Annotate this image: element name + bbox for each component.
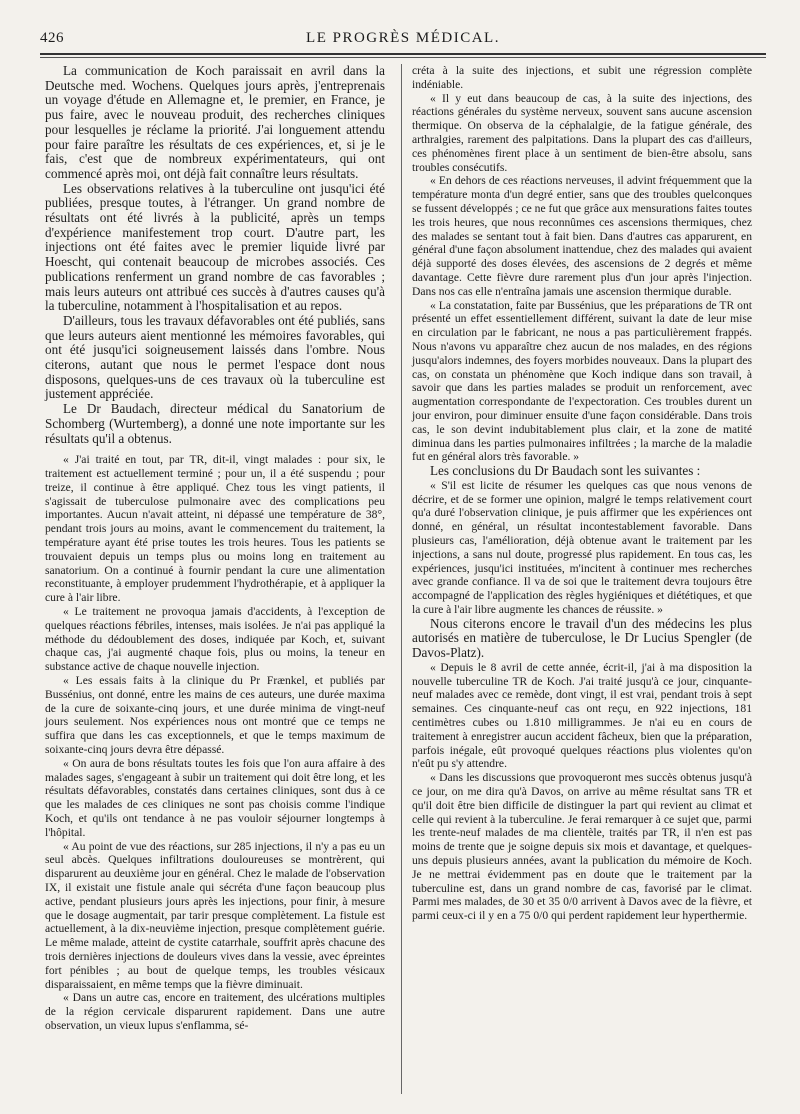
paragraph: créta à la suite des injections, et subit une régression complète indéniable. xyxy=(412,64,752,91)
paragraph: « S'il est licite de résumer les quelques cas que nous venons de décrire, et de se former une opinion, malgré le temps relativement court qu'a duré l'observation clinique, je puis affirmer que les expériences ont donné, en général, un résultat incontestablement favorable. Dans plusieurs cas, l'amélioration, déjà obtenue avant le traitement par les injections, a sans nul doute, progressé plus rapidement. En tous cas, les expériences, jusqu'ici instituées, m'incitent à continuer mes recherches avec grande confiance. Il va de soi que le traitement devra toujours être accompagné de l'application des règles hygiéniques et diététiques, et que la cure à l'air libre augmente les chances de réussite. » xyxy=(412,478,752,616)
paragraph: Le Dr Baudach, directeur médical du Sanatorium de Schomberg (Wurtemberg), a donné une note importante sur les résultats qu'il a obtenus. xyxy=(45,401,385,446)
paragraph: D'ailleurs, tous les travaux défavorables ont été publiés, sans que leurs auteurs aient mentionné les mémoires favorables, qui ont été jusqu'ici soigneusement laissés dans l'ombre. Nous citerons, autant que nous le permet l'espace dont nous disposons, quelques-uns de ces travaux où la tuberculine est justement appréciée. xyxy=(45,312,385,402)
page-number: 426 xyxy=(40,30,64,46)
paragraph: « Les essais faits à la clinique du Pr Frænkel, et publiés par Bussénius, ont donné, entre les mains de ces auteurs, une durée maxima de la cure de soixante-cinq jours, et une durée minima de vingt-neuf jours seulement. Nos expériences nous ont montré que ce temps ne suffira que dans les cas exceptionnels, et que le temps maximum de soixante-cinq jours devra être dépassé. xyxy=(45,674,385,757)
header-rule xyxy=(40,53,766,55)
paragraph: Nous citerons encore le travail d'un des médecins les plus autorisés en matière de tuberculose, le Dr Lucius Spengler (de Davos-Platz). xyxy=(412,615,752,661)
paragraph: Les observations relatives à la tuberculine ont jusqu'ici été publiées, presque toutes, à l'étranger. Un grand nombre de résultats ont été livrés à la publicité, après un temps d'expérience manifestement trop court. D'autre part, les injections ont été faites avec le premier liquide livré par Hoescht, qui contenait beaucoup de microbes associés. Ces publications renferment un grand nombre de cas favorables ; mais leurs auteurs ont attribué ces succès à d'autres causes qu'à la tuberculine, notamment à l'hospitalisation et au repos. xyxy=(45,180,385,314)
paragraph: « On aura de bons résultats toutes les fois que l'on aura affaire à des malades sages, s'engageant à subir un traitement qui doit être long, et les résultats défavorables, constatés dans certaines cliniques, sont dus à ce que les malades de ces cliniques ne sont pas choisis comme l'indique Koch, et qu'ils ont tendance à ne pas vouloir séjourner longtemps à l'hôpital. xyxy=(45,756,385,839)
paragraph: « Au point de vue des réactions, sur 285 injections, il n'y a pas eu un seul abcès. Quelques infiltrations douloureuses se montrèrent, qui disparurent au deuxième jour en général. Chez le malade de l'observation IX, il existait une fistule anale qui sécréta d'une façon beaucoup plus active, pendant plusieurs jours après les injections, pour finir, à mesure que le dosage augmentait, par tarir presque complètement. La fistule est actuellement, à la dix-neuvième injection, presque complètement guérie. Le même malade, atteint de cystite catarrhale, souffrit après chacune des trois dernières injections de douleurs vives dans la vessie, avec épreintes fort pénibles ; au bout de quelque temps, les troubles vésicaux disparaissaient, en même temps que la fièvre diminuait. xyxy=(45,839,385,991)
paragraph: « J'ai traité en tout, par TR, dit-il, vingt malades : pour six, le traitement est actuellement terminé ; pour un, il a été suspendu ; pour treize, il continue à être appliqué. Chez tous les vingt patients, il s'agissait de tuberculose pulmonaire avec des complications peu importantes. Aucun n'avait atteint, ni dépassé une température de 38°, pendant trois jours au moins, avant le commencement du traitement, la température ayant été prise toutes les trois heures. Tous les patients se trouvaient depuis un temps plus ou moins long en traitement au sanatorium. On a continué à fournir pendant la cure une alimentation reconstituante, à employer prudemment l'hydrothérapie, et à appliquer la cure à l'air libre. xyxy=(45,453,385,605)
header-rule-thin xyxy=(40,57,766,58)
paragraph: « En dehors de ces réactions nerveuses, il advint fréquemment que la température monta d'un degré entier, sans que des troubles quelconques se fussent développés ; ce ne fut que grâce aux mensurations faites toutes les trois heures, que nous reconnûmes ces ascensions thermiques, chez des malades se sentant tout à fait bien. Dans d'autres cas apparurent, en général d'une façon absolument inattendue, chez des malades qui avaient déjà supporté des doses élevées, des ascensions de 2 degrés et même davantage. Cette fièvre dure rarement plus d'un jour après l'injection. Dans nos cas elle n'entraîna jamais une ascension thermique durable. xyxy=(412,174,752,298)
page-header xyxy=(40,30,766,52)
paragraph: « Dans un autre cas, encore en traitement, des ulcérations multiples de la région cervicale disparurent rapidement. Dans une autre observation, un vieux lupus s'enflamma, sé- xyxy=(45,991,385,1032)
paragraph: « Le traitement ne provoqua jamais d'accidents, à l'exception de quelques réactions fébriles, intenses, mais isolées. Je n'ai pas appliqué la méthode du dédoublement des doses, indiquée par Koch, et, suivant chaque cas, j'ai augmenté chaque fois, plus ou moins, la teneur en substance active de chaque nouvelle injection. xyxy=(45,605,385,674)
paragraph: « La constatation, faite par Bussénius, que les préparations de TR ont présenté un effet essentiellement différent, suivant la date de leur mise en circulation par le fabricant, ne nous a pas particulièrement frappés. Nous n'avons vu apparaître chez aucun de nos malades, en des régions jusqu'alors indemnes, des foyers morbides nouveaux. Dans la plupart des cas, on constata un phénomène que Koch indique dans son travail, à savoir que dans les parties malades se produit un renforcement, avec augmentation correspondante de l'expectoration. Ces troubles durent un jour environ, pour diminuer ensuite d'une façon considérable. Dans trois cas, le son devint indubitablement plus clair, et la zone de matité diminua dans les parties pulmonaires infiltrées ; la marche de la maladie fut en général alors très favorable. » xyxy=(412,298,752,464)
column-divider xyxy=(401,64,402,1094)
paragraph: La communication de Koch paraissait en avril dans la Deutsche med. Wochens. Quelques jours après, j'entreprenais un voyage d'étude en Allemagne et, le premier, en France, je pus faire, avec le nouveau produit, des recherches cliniques pour lesquelles je réclame la priorité. J'ai longuement attendu pour faire paraître les résultats de ces expériences, et, si je le fais, c'est que de nombreux expérimentateurs, qui ont commencé après moi, ont déjà fait connaître leurs résultats. xyxy=(45,63,385,181)
journal-title: LE PROGRÈS MÉDICAL. xyxy=(306,30,500,46)
paragraph: Les conclusions du Dr Baudach sont les suivantes : xyxy=(430,463,701,479)
right-column xyxy=(412,64,752,923)
paragraph: « Depuis le 8 avril de cette année, écrit-il, j'ai à ma disposition la nouvelle tuberculine TR de Koch. J'ai traité jusqu'à ce jour, cinquante-neuf malades avec ce remède, dont vingt, il est vrai, pendant trois à sept semaines. Ces cinquante-neuf cas ont reçu, en 922 injections, 181 centimètres cubes ou 1.810 milligrammes. Je n'ai eu en cours de traitement à enregistrer aucun accident fâcheux, bien que la préparation, parfois inégale, eût provoqué quelques réactions plus violentes qu'on n'eût pu s'y attendre. xyxy=(412,660,752,771)
section-spacer xyxy=(45,446,385,453)
paragraph: « Il y eut dans beaucoup de cas, à la suite des injections, des réactions générales du système nerveux, souvent sans aucune ascension thermique. On observa de la céphalalgie, de la fatigue générale, des arthralgies, rarement des palpitations. Dans la plupart des cas d'ailleurs, ces phénomènes firent place à un sentiment de bien-être absolu, sans troubles consécutifs. xyxy=(412,91,752,174)
paragraph: « Dans les discussions que provoqueront mes succès obtenus jusqu'à ce jour, on me dira qu'à Davos, on arrive au même résultat sans TR et qu'il doit être bien difficile de distinguer la part qui revient au climat et celle qui revient à la tuberculine. Je ferai remarquer à ce sujet que, parmi les trente-neuf malades de ma clientèle, traités par TR, il n'en est pas moins de trente que je soigne depuis six mois et davantage, et quelques-uns depuis plusieurs années, avant la publication du mémoire de Koch. Je ne mettrai évidemment pas en doute que le traitement par la tuberculine est, dans un grand nombre de cas, favorisé par le climat. Parmi mes malades, de 30 et 35 0/0 arrivent à Davos avec de la fièvre, et parmi ceux-ci il y en a 75 0/0 qui perdent rapidement leur hyperthermie. xyxy=(412,771,752,923)
left-column xyxy=(45,64,385,1033)
